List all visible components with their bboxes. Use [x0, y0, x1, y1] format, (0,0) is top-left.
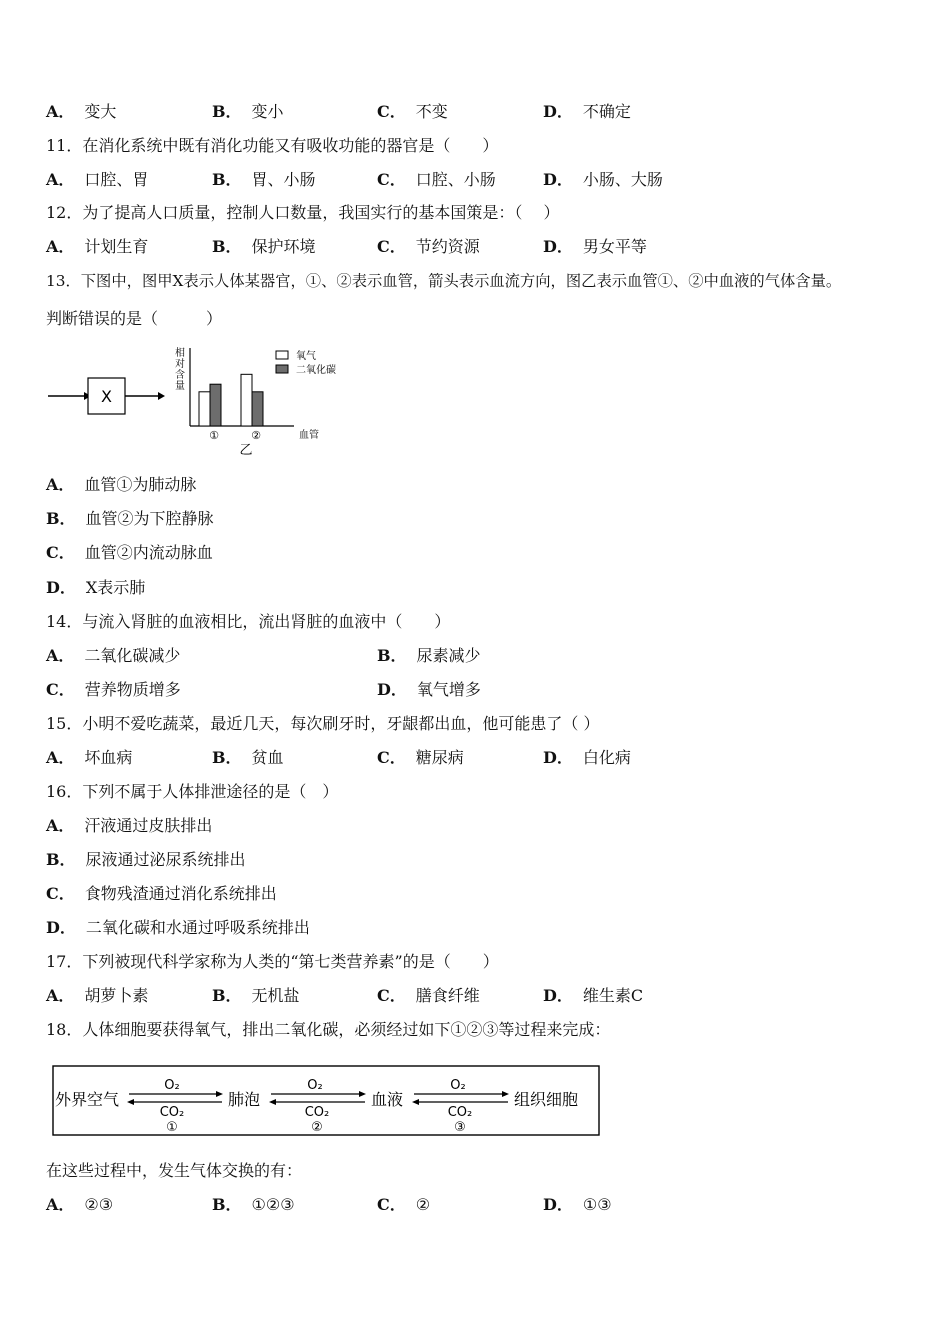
q13-option-d[interactable]: D． X表示肺: [46, 578, 146, 597]
q13-option-c[interactable]: C． 血管②内流动脉血: [46, 543, 213, 562]
q15-stem: 15．小明不爱吃蔬菜，最近几天，每次刷牙时，牙龈都出血，他可能患了（ ）: [46, 714, 600, 733]
q10-option-d[interactable]: D． 不确定: [543, 102, 631, 121]
step2-co2-label: CO₂: [304, 1105, 330, 1120]
q14-option-a[interactable]: A． 二氧化碳减少: [46, 646, 181, 665]
organ-x-label: X: [101, 387, 112, 406]
y-label-char-3: 含: [175, 370, 185, 381]
bar-oxygen-vessel-2: [241, 374, 252, 426]
legend-label-co2: 二氧化碳: [296, 365, 336, 376]
y-label-char-2: 对: [175, 359, 185, 370]
q15-option-d[interactable]: D． 白化病: [543, 748, 631, 767]
q10-option-c[interactable]: C． 不变: [377, 102, 448, 121]
q18-stem: 18．人体细胞要获得氧气，排出二氧化碳，必须经过如下①②③等过程来完成：: [46, 1020, 611, 1039]
q16-option-d[interactable]: D． 二氧化碳和水通过呼吸系统排出: [46, 918, 310, 937]
bar-co2-vessel-2: [252, 392, 263, 426]
x-axis-label: 血管: [299, 430, 319, 441]
q14-option-d[interactable]: D． 氧气增多: [377, 680, 481, 699]
legend-swatch-co2: [276, 365, 288, 373]
step3-o2-label: O₂: [450, 1078, 466, 1093]
y-label-char-4: 量: [175, 381, 185, 392]
node-outer-air: 外界空气: [55, 1090, 120, 1109]
q16-option-a[interactable]: A． 汗液通过皮肤排出: [46, 816, 213, 835]
q13-option-b[interactable]: B． 血管②为下腔静脉: [46, 509, 214, 528]
q18-gas-exchange-diagram: [52, 1065, 602, 1137]
x-tick-vessel-1: ①: [209, 429, 219, 442]
q11-option-c[interactable]: C． 口腔、小肠: [377, 170, 496, 189]
node-tissue-cells: 组织细胞: [514, 1090, 579, 1109]
node-alveoli: 肺泡: [228, 1090, 261, 1109]
step1-co2-label: CO₂: [159, 1105, 185, 1120]
q10-option-b[interactable]: B． 变小: [212, 102, 284, 121]
q17-option-b[interactable]: B． 无机盐: [212, 986, 300, 1005]
q14-stem: 14．与流入肾脏的血液相比，流出肾脏的血液中（ ）: [46, 612, 451, 631]
q15-option-c[interactable]: C． 糖尿病: [377, 748, 464, 767]
node-blood: 血液: [371, 1090, 404, 1109]
q18-option-b[interactable]: B． ①②③: [212, 1195, 295, 1214]
q11-option-d[interactable]: D． 小肠、大肠: [543, 170, 663, 189]
q15-option-b[interactable]: B． 贫血: [212, 748, 284, 767]
q10-option-a[interactable]: A． 变大: [46, 102, 117, 121]
q16-option-c[interactable]: C． 食物残渣通过消化系统排出: [46, 884, 277, 903]
q13-stem-line2: 判断错误的是（ ）: [46, 309, 223, 328]
q17-option-a[interactable]: A． 胡萝卜素: [46, 986, 149, 1005]
step3-number: ③: [454, 1120, 466, 1135]
legend-label-oxygen: 氧气: [296, 351, 316, 362]
q13-option-a[interactable]: A． 血管①为肺动脉: [46, 475, 197, 494]
q17-stem: 17．下列被现代科学家称为人类的“第七类营养素”的是（ ）: [46, 952, 499, 971]
q16-option-b[interactable]: B． 尿液通过泌尿系统排出: [46, 850, 246, 869]
q18-option-a[interactable]: A． ②③: [46, 1195, 114, 1214]
legend-swatch-oxygen: [276, 351, 288, 359]
q12-option-d[interactable]: D． 男女平等: [543, 237, 647, 256]
q12-option-b[interactable]: B． 保护环境: [212, 237, 316, 256]
x-tick-vessel-2: ②: [251, 429, 261, 442]
outflow-arrow-head: [158, 392, 165, 400]
q18-stem-line2: 在这些过程中，发生气体交换的有：: [46, 1161, 303, 1180]
step1-number: ①: [166, 1120, 178, 1135]
bar-oxygen-vessel-1: [199, 392, 210, 426]
q12-option-a[interactable]: A． 计划生育: [46, 237, 149, 256]
step2-number: ②: [311, 1120, 323, 1135]
y-label-char-1: 相: [175, 348, 185, 359]
step3-co2-label: CO₂: [447, 1105, 473, 1120]
q14-option-c[interactable]: C． 营养物质增多: [46, 680, 181, 699]
q18-option-c[interactable]: C． ②: [377, 1195, 431, 1214]
q17-option-d[interactable]: D． 维生素C: [543, 986, 644, 1005]
step1-o2-label: O₂: [164, 1078, 180, 1093]
q15-option-a[interactable]: A． 坏血病: [46, 748, 133, 767]
q11-option-b[interactable]: B． 胃、小肠: [212, 170, 316, 189]
q11-option-a[interactable]: A． 口腔、胃: [46, 170, 149, 189]
figure-caption: 乙: [239, 443, 253, 458]
step2-o2-label: O₂: [307, 1078, 323, 1093]
q18-option-d[interactable]: D． ①③: [543, 1195, 612, 1214]
q13-figure: [44, 342, 354, 458]
q11-stem: 11．在消化系统中既有消化功能又有吸收功能的器官是（ ）: [46, 136, 499, 155]
q14-option-b[interactable]: B． 尿素减少: [377, 646, 481, 665]
q12-option-c[interactable]: C． 节约资源: [377, 237, 480, 256]
q16-stem: 16．下列不属于人体排泄途径的是（ ）: [46, 782, 339, 801]
q12-stem: 12．为了提高人口质量，控制人口数量，我国实行的基本国策是：（ ）: [46, 203, 560, 222]
q17-option-c[interactable]: C． 膳食纤维: [377, 986, 480, 1005]
bar-co2-vessel-1: [210, 384, 221, 426]
q13-stem-line1: 13．下图中，图甲X表示人体某器官，①、②表示血管，箭头表示血流方向，图乙表示血管①、②中血液的气体含量。: [46, 272, 842, 290]
